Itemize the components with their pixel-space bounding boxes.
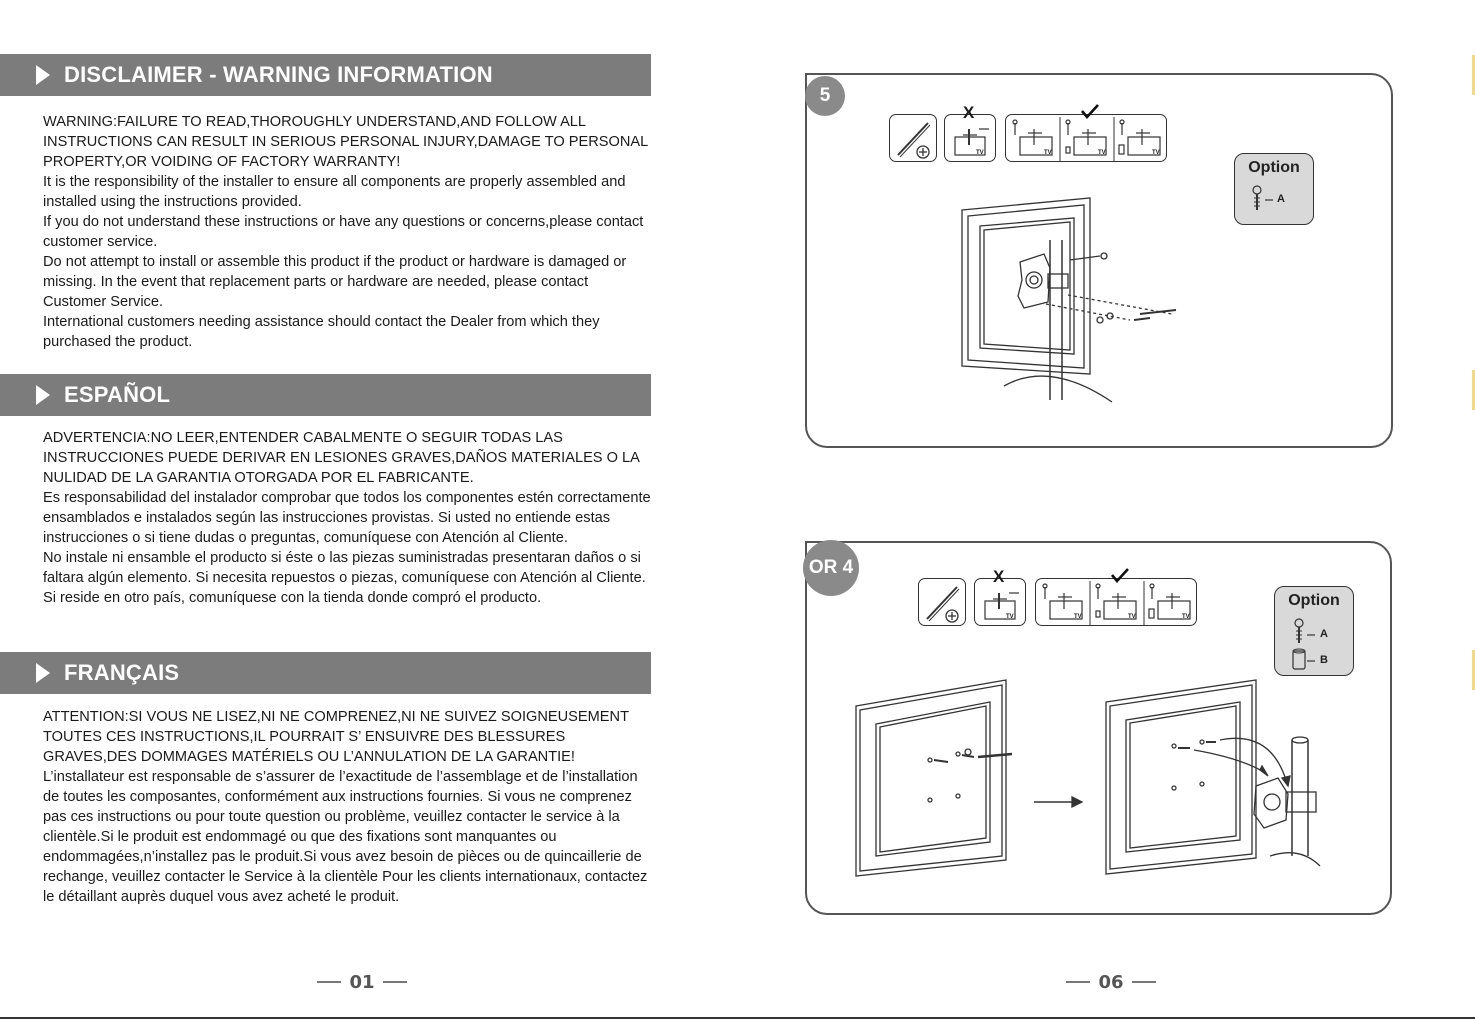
section-body-espanol: [43, 428, 653, 608]
paragraph: WARNING:FAILURE TO READ,THOROUGHLY UNDERSTAND,AND FOLLOW ALL INSTRUCTIONS CAN RESULT IN SERIOUS PERSONAL INJURY,DAMAGE TO PERSONAL PROPERTY,OR VOIDING OF FACTORY WARRANTY!: [43, 114, 648, 170]
section-title: ESPAÑOL: [64, 382, 171, 407]
tv-label: TV: [1074, 614, 1082, 620]
screw-options-icon: [1036, 579, 1198, 627]
left-page: [0, 0, 700, 1021]
paragraph: International customers needing assistance should contact the Dealer from which they purchased the product.: [43, 314, 600, 350]
dash-decoration: [317, 981, 341, 983]
x-mark-icon: X: [963, 103, 975, 122]
page-number-right: [1041, 970, 1181, 994]
option-box: [1274, 586, 1354, 676]
screwdriver-icon: [890, 115, 938, 163]
paragraph: Es responsabilidad del instalador comprobar que todos los componentes estén correctamente ensamblados e instalados según las instrucciones provistas. Si usted no entiende estas instrucciones o si tiene dudas o preguntas, comuníquese con Atención al Cliente.: [43, 490, 651, 546]
section-body-francais: [43, 707, 653, 907]
paragraph: Do not attempt to install or assemble this product if the product or hardware is damaged or missing. In the event that replacement parts or hardware are needed, please contact Customer Service.: [43, 254, 627, 310]
step-badge: 5: [805, 76, 845, 116]
step-badge: OR 4: [803, 540, 859, 596]
option-label: B: [1320, 654, 1328, 666]
paragraph: Si reside en otro país, comuníquese con la tienda donde compró el producto.: [43, 590, 542, 606]
tv-label: TV: [976, 150, 984, 156]
paragraph: No instale ni ensamble el producto si éste o las piezas suministradas presentaran daños o si faltara algún elemento. Si necesita repuestos o piezas, comuníquese con Atención al Cliente.: [43, 550, 646, 586]
screwdriver-icon: [919, 579, 967, 627]
section-title: FRANÇAIS: [64, 660, 180, 685]
triangle-arrow-icon: [36, 663, 50, 683]
dash-decoration: [383, 981, 407, 983]
option-label: A: [1277, 193, 1285, 205]
paragraph: It is the responsibility of the installer to ensure all components are properly assembled and installed using the instructions provided.: [43, 174, 626, 210]
bottom-rule: [0, 1017, 1475, 1019]
monitor-attach-illustration: [850, 680, 1350, 880]
screwdriver-tool-box: [889, 114, 937, 162]
wall-mount-not-used-box: [974, 567, 1026, 626]
bracket-icon: [945, 115, 997, 163]
option-label: A: [1320, 628, 1328, 640]
page-number-text: 06: [1098, 971, 1124, 993]
dash-decoration: [1132, 981, 1156, 983]
tv-label: TV: [1128, 614, 1136, 620]
triangle-arrow-icon: [36, 385, 50, 405]
dash-decoration: [1066, 981, 1090, 983]
paragraph: ADVERTENCIA:NO LEER,ENTENDER CABALMENTE O SEGUIR TODAS LAS INSTRUCCIONES PUEDE DERIVAR EN LESIONES GRAVES,DAÑOS MATERIALES O LA NULIDAD DE LA GARANTIA OTORGADA POR EL FABRICANTE.: [43, 430, 640, 486]
section-bar-espanol: [0, 374, 651, 416]
screw-options-box: [1005, 114, 1167, 162]
triangle-arrow-icon: [36, 65, 50, 85]
section-title: DISCLAIMER - WARNING INFORMATION: [64, 62, 493, 87]
section-bar-disclaimer: [0, 54, 651, 96]
x-mark-icon: X: [993, 567, 1005, 586]
tv-label: TV: [1006, 614, 1014, 620]
page-number-text: 01: [349, 971, 375, 993]
option-title: Option: [1248, 159, 1300, 176]
screw-options-icon: [1006, 115, 1168, 163]
tv-label: TV: [1182, 614, 1190, 620]
paragraph: If you do not understand these instructions or have any questions or concerns,please contact customer service.: [43, 214, 644, 250]
section-bar-francais: [0, 652, 651, 694]
paragraph: ATTENTION:SI VOUS NE LISEZ,NI NE COMPRENEZ,NI NE SUIVEZ SOIGNEUSEMENT TOUTES CES INSTRUCTIONS,IL POURRAIT S’ ENSUIVRE DES BLESSURES GRAVES,DES DOMMAGES MATÉRIELS OU L’ANNULATION DE LA GARANTIE!: [43, 709, 629, 765]
right-page: [720, 0, 1475, 1021]
wall-mount-not-used-box: [944, 103, 996, 162]
tv-label: TV: [1152, 150, 1160, 156]
option-title: Option: [1288, 592, 1340, 609]
page-number-left: [292, 970, 432, 994]
tv-label: TV: [1098, 150, 1106, 156]
bracket-icon: [975, 579, 1027, 627]
tv-label: TV: [1044, 150, 1052, 156]
section-body-disclaimer: [43, 112, 653, 352]
spacer-icon: [1293, 651, 1305, 669]
screwdriver-tool-box: [918, 578, 966, 626]
monitor-bracket-illustration: [950, 190, 1250, 420]
paragraph: L’installateur est responsable de s’assurer de l’exactitude de l’assemblage et de l’installation de toutes les composantes, conformément aux instructions fournies. Si vous ne comprenez pas ces instructions ou pour toute question ou problème, veuillez contacter le service à la clientèle.Si le produit est endommagé ou que des fixations sont manquantes ou endommagées,n’installez pas le produit.Si vous avez besoin de pièces ou de quincaillerie de rechange, veuillez contacter le Service à la clientèle Pour les clients internationaux, contactez le détaillant auprès duquel vous avez acheté le produit.: [43, 769, 648, 905]
screw-options-box: [1035, 578, 1197, 626]
screw-and-spacer-icon: [1275, 587, 1355, 677]
